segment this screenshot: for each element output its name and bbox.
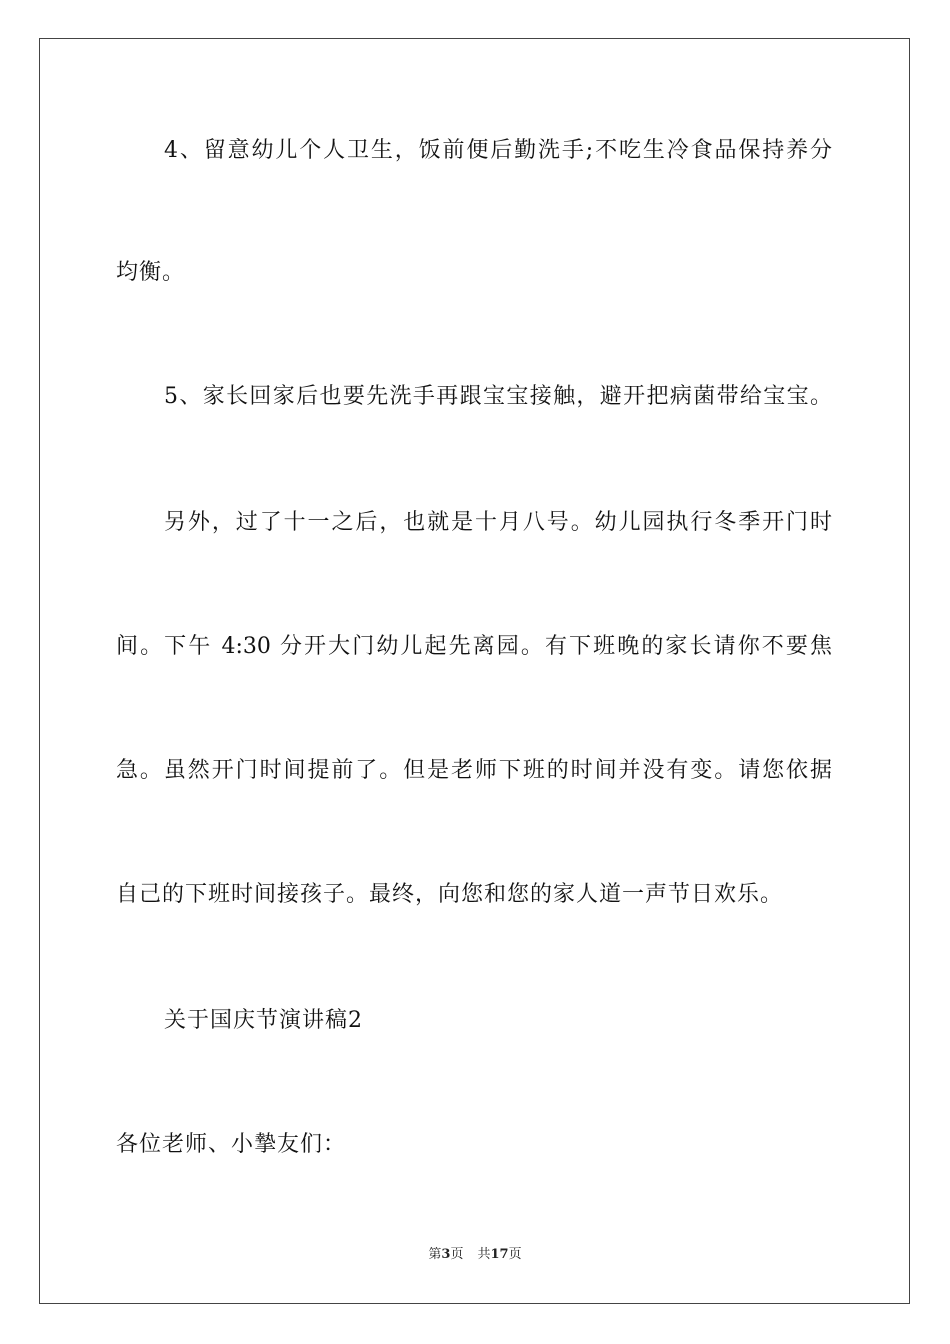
- footer-page-suffix: 页: [450, 1247, 464, 1262]
- paragraph-line-2: 均衡。: [116, 260, 186, 285]
- paragraph-line-3: 5、家长回家后也要先洗手再跟宝宝接触，避开把病菌带给宝宝。: [164, 384, 832, 409]
- page-border: [39, 38, 910, 1304]
- paragraph-line-4: 另外，过了十一之后，也就是十月八号。幼儿园执行冬季开门时: [164, 510, 832, 535]
- footer-page-prefix: 第: [428, 1247, 442, 1262]
- paragraph-line-7: 自己的下班时间接孩子。最终，向您和您的家人道一声节日欢乐。: [116, 882, 784, 907]
- paragraph-line-6: 急。虽然开门时间提前了。但是老师下班的时间并没有变。请您依据: [116, 758, 832, 783]
- page-footer: [0, 1246, 950, 1264]
- footer-total-prefix: 共: [477, 1247, 491, 1262]
- footer-total-suffix: 页: [508, 1247, 522, 1262]
- paragraph-line-5: 间。下午 4:30 分开大门幼儿起先离园。有下班晚的家长请你不要焦: [116, 634, 832, 659]
- salutation-line: 各位老师、小摯友们：: [116, 1132, 347, 1157]
- footer-total-pages: 17: [490, 1247, 509, 1262]
- section-heading: 关于国庆节演讲稿2: [164, 1008, 363, 1033]
- footer-page-number: 3: [441, 1247, 451, 1262]
- paragraph-line-1: 4、留意幼儿个人卫生，饭前便后勤洗手;不吃生冷食品保持养分: [164, 138, 832, 163]
